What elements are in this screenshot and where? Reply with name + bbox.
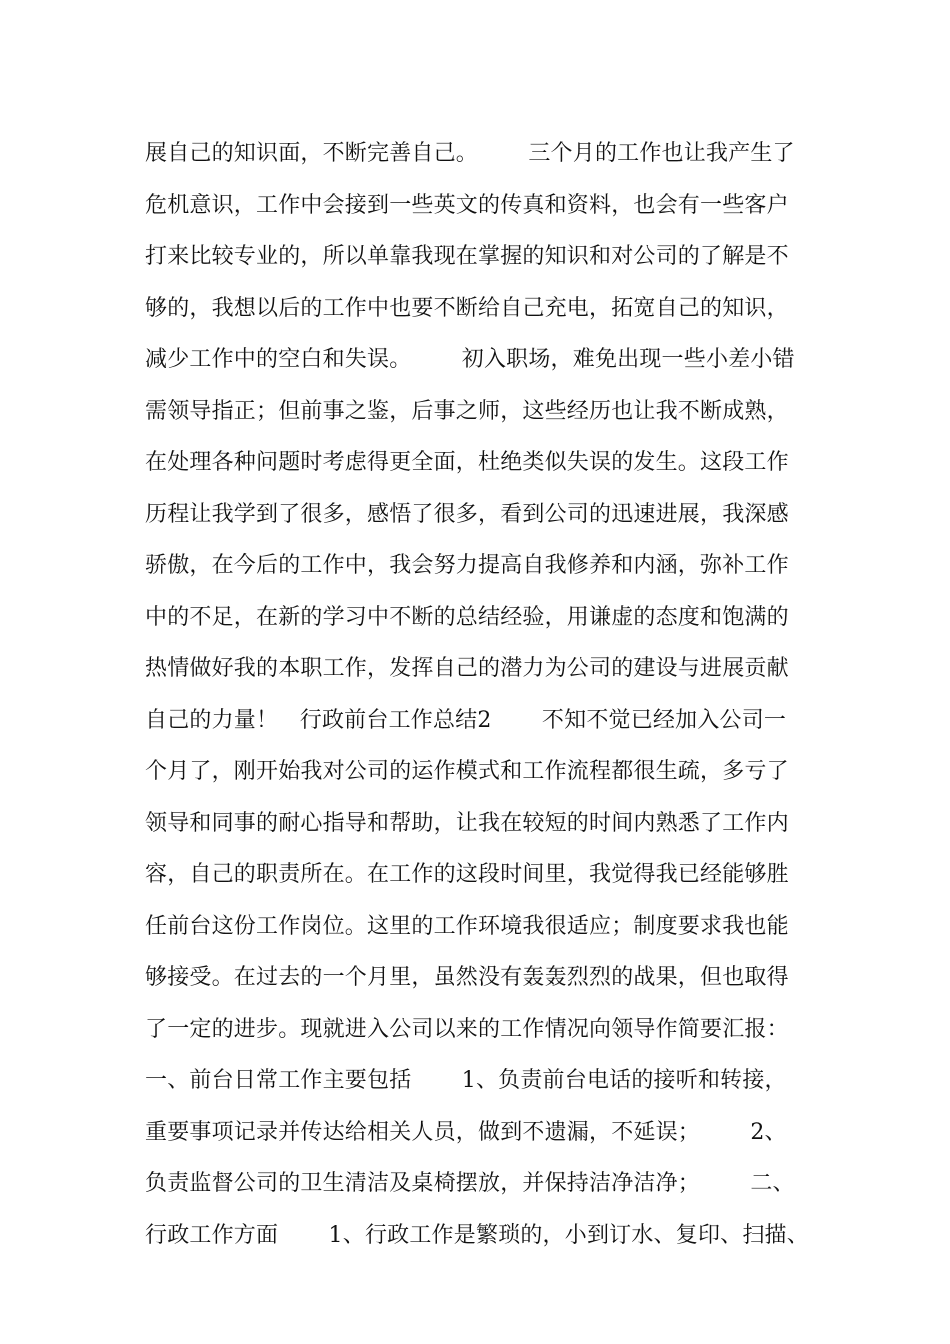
text-line: 任前台这份工作岗位。这里的工作环境我很适应；制度要求我也能 <box>145 913 789 939</box>
text-line: 危机意识，工作中会接到一些英文的传真和资料，也会有一些客户 <box>145 192 789 218</box>
text-line: 个月了，刚开始我对公司的运作模式和工作流程都很生疏，多亏了 <box>145 759 789 784</box>
text-line: 行政工作方面 1、行政工作是繁琐的，小到订水、复印、扫描、 <box>145 1222 809 1248</box>
text-line: 领导和同事的耐心指导和帮助，让我在较短的时间内熟悉了工作内 <box>145 810 789 836</box>
text-line: 需领导指正；但前事之鉴，后事之师，这些经历也让我不断成熟， <box>145 398 789 424</box>
text-line: 打来比较专业的，所以单靠我现在掌握的知识和对公司的了解是不 <box>145 244 789 269</box>
text-line: 了一定的进步。现就进入公司以来的工作情况向领导作简要汇报： <box>145 1016 789 1042</box>
text-line: 够的，我想以后的工作中也要不断给自己充电，拓宽自己的知识， <box>145 295 789 321</box>
text-line: 够接受。在过去的一个月里，虽然没有轰轰烈烈的战果，但也取得 <box>145 965 789 990</box>
text-line: 中的不足，在新的学习中不断的总结经验，用谦虚的态度和饱满的 <box>145 604 789 630</box>
text-line: 负责监督公司的卫生清洁及桌椅摆放，并保持洁净洁净； 二、 <box>145 1171 795 1196</box>
body-text <box>145 128 845 1261</box>
text-line: 骄傲，在今后的工作中，我会努力提高自我修养和内涵，弥补工作 <box>145 553 789 578</box>
text-line: 热情做好我的本职工作，发挥自己的潜力为公司的建设与进展贡献 <box>145 656 789 681</box>
text-line: 在处理各种问题时考虑得更全面，杜绝类似失误的发生。这段工作 <box>145 450 789 475</box>
text-line: 一、前台日常工作主要包括 1、负责前台电话的接听和转接， <box>145 1068 787 1093</box>
text-line: 重要事项记录并传达给相关人员，做到不遗漏，不延误； 2、 <box>145 1119 787 1145</box>
text-line: 自己的力量！ 行政前台工作总结2 不知不觉已经加入公司一 <box>145 707 787 733</box>
text-line: 展自己的知识面，不断完善自己。 三个月的工作也让我产生了 <box>145 141 795 166</box>
text-line: 历程让我学到了很多，感悟了很多，看到公司的迅速进展，我深感 <box>145 501 789 527</box>
text-line: 容，自己的职责所在。在工作的这段时间里，我觉得我已经能够胜 <box>145 862 789 887</box>
text-line: 减少工作中的空白和失误。 初入职场，难免出现一些小差小错 <box>145 347 795 372</box>
